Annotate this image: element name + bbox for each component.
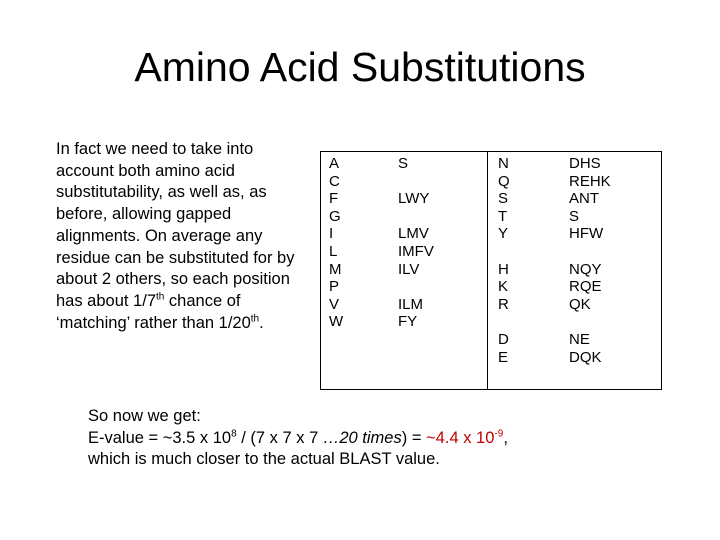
evalue-exponent: 8: [231, 428, 237, 440]
evalue-result-exponent: -9: [494, 428, 504, 440]
table-cell: S: [398, 155, 409, 172]
substitution-table: [320, 151, 662, 390]
table-cell: REHK: [569, 172, 611, 190]
table-cell: Q: [498, 172, 510, 190]
intro-paragraph: [56, 139, 306, 334]
table-cell: [569, 313, 611, 331]
evalue-mid-2: ) =: [401, 428, 427, 447]
table-cell: R: [498, 295, 509, 313]
table-cell: ANT: [569, 190, 599, 208]
table-cell: DQK: [569, 348, 602, 366]
slide-title: Amino Acid Substitutions: [134, 44, 586, 90]
evalue-suffix: ,: [503, 428, 508, 447]
table-cell: L: [329, 242, 338, 260]
table-column-residues-left: [329, 155, 343, 331]
table-cell: NQY: [569, 260, 602, 278]
evalue-mid-1: / (7 x 7 x 7: [236, 428, 323, 447]
evalue-ellipsis: …20 times: [322, 428, 402, 447]
table-cell: ILM: [398, 295, 424, 313]
table-cell: [498, 313, 510, 331]
table-column-substitutes-right: [569, 155, 611, 366]
summary-line-3: which is much closer to the actual BLAST value.: [88, 450, 440, 469]
table-cell: S: [498, 190, 509, 208]
table-cell: RQE: [569, 278, 602, 296]
table-cell: M: [329, 260, 342, 278]
table-cell: N: [498, 155, 509, 172]
table-cell: [398, 278, 434, 296]
table-cell: I: [329, 225, 334, 243]
table-cell: W: [329, 313, 344, 331]
table-cell: FY: [398, 313, 418, 331]
table-cell: LMV: [398, 225, 429, 243]
table-cell: [498, 243, 510, 261]
evalue-prefix: E-value = ~3.5 x 10: [88, 428, 232, 447]
evalue-result-base: ~4.4 x 10: [426, 428, 495, 447]
table-cell: G: [329, 207, 341, 225]
table-cell: QK: [569, 295, 591, 313]
table-cell: IMFV: [398, 242, 434, 260]
table-cell: [398, 208, 434, 226]
table-column-residues-right: [498, 155, 510, 366]
table-cell: V: [329, 295, 340, 313]
table-cell: F: [329, 190, 339, 208]
evalue-result: [426, 429, 503, 447]
summary-line-1: So now we get:: [88, 407, 201, 425]
table-column-substitutes-left: [398, 155, 434, 331]
table-cell: T: [498, 207, 508, 225]
table-cell: LWY: [398, 190, 430, 208]
summary-line-2: [88, 428, 708, 450]
table-cell: S: [569, 207, 580, 225]
table-cell: DHS: [569, 155, 601, 172]
intro-text-2: chance of ‘matching’ rather than 1/20: [56, 291, 251, 332]
summary-paragraph: [88, 406, 708, 471]
intro-text-1: In fact we need to take into account both amino acid substitutability, as well as, as before, allowing gapped alignments. On average any residue can be substituted for by about 2 others, so each position has about 1/7: [56, 140, 295, 310]
table-cell: [569, 243, 611, 261]
table-cell: D: [498, 330, 509, 348]
table-cell: C: [329, 172, 340, 190]
intro-sup-1: th: [156, 291, 165, 303]
table-cell: A: [329, 155, 340, 172]
intro-text-3: .: [259, 313, 264, 332]
table-cell: Y: [498, 225, 509, 243]
table-cell: HFW: [569, 225, 604, 243]
table-cell: K: [498, 278, 509, 296]
table-cell: NE: [569, 330, 590, 348]
table-cell: H: [498, 260, 509, 278]
table-cell: E: [498, 348, 509, 366]
intro-sup-2: th: [250, 313, 260, 325]
table-cell: ILV: [398, 260, 420, 278]
table-cell: P: [329, 278, 340, 296]
table-divider: [487, 151, 488, 390]
table-cell: [398, 173, 434, 191]
